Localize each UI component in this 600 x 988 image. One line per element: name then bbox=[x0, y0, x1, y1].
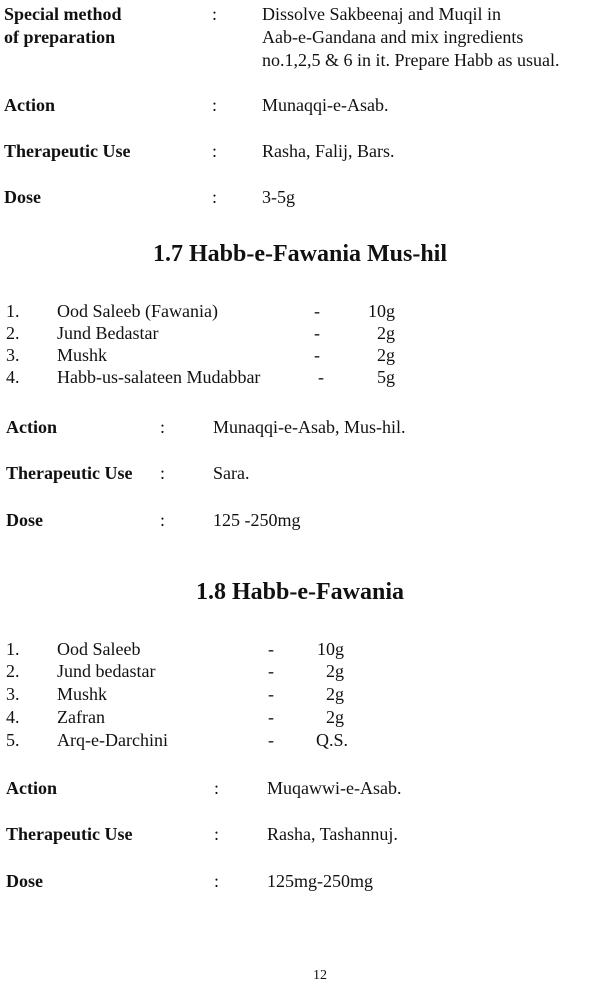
ingredient-dash: - bbox=[268, 684, 274, 704]
dose-colon: : bbox=[160, 510, 166, 530]
ingredient-quantity: 2g bbox=[377, 323, 395, 343]
ingredient-name: Mushk bbox=[57, 345, 108, 365]
therapeutic-use-label: Therapeutic Use bbox=[6, 463, 133, 483]
therapeutic-use-value: Rasha, Tashannuj. bbox=[267, 824, 398, 844]
ingredient-quantity: 2g bbox=[326, 707, 344, 727]
ingredient-dash: - bbox=[314, 323, 320, 343]
ingredient-dash: - bbox=[268, 661, 274, 681]
ingredient-name: Habb-us-salateen Mudabbar bbox=[57, 367, 261, 387]
special-method-label-line2: of preparation bbox=[4, 27, 116, 47]
action-value: Muqawwi-e-Asab. bbox=[267, 778, 402, 798]
section-heading: 1.7 Habb-e-Fawania Mus-hil bbox=[152, 241, 448, 267]
action-label: Action bbox=[6, 417, 57, 437]
ingredient-number: 1. bbox=[6, 639, 20, 659]
special-method-value-line3: no.1,2,5 & 6 in it. Prepare Habb as usual. bbox=[262, 50, 560, 70]
ingredient-number: 4. bbox=[6, 367, 20, 387]
ingredient-quantity: Q.S. bbox=[316, 730, 349, 750]
action-label: Action bbox=[6, 778, 57, 798]
ingredient-number: 4. bbox=[6, 707, 20, 727]
action-value: Munaqqi-e-Asab, Mus-hil. bbox=[213, 417, 406, 437]
ingredient-quantity: 10g bbox=[368, 301, 395, 321]
dose-colon: : bbox=[214, 871, 220, 891]
therapeutic-use-colon: : bbox=[160, 463, 166, 483]
ingredient-quantity: 2g bbox=[326, 684, 344, 704]
therapeutic-use-label: Therapeutic Use bbox=[6, 824, 133, 844]
ingredient-name: Zafran bbox=[57, 707, 105, 727]
section-heading: 1.8 Habb-e-Fawania bbox=[195, 579, 404, 605]
action-colon: : bbox=[160, 417, 166, 437]
special-method-colon: : bbox=[212, 4, 218, 24]
ingredient-quantity: 5g bbox=[377, 367, 395, 387]
ingredient-quantity: 2g bbox=[377, 345, 395, 365]
action-label: Action bbox=[4, 95, 55, 115]
ingredient-number: 3. bbox=[6, 684, 20, 704]
dose-label: Dose bbox=[6, 871, 43, 891]
ingredient-name: Ood Saleeb (Fawania) bbox=[57, 301, 218, 321]
ingredient-dash: - bbox=[314, 301, 320, 321]
dose-value: 3-5g bbox=[262, 187, 295, 207]
ingredient-name: Ood Saleeb bbox=[57, 639, 141, 659]
ingredient-dash: - bbox=[268, 730, 274, 750]
dose-value: 125 -250mg bbox=[213, 510, 301, 530]
dose-value: 125mg-250mg bbox=[267, 871, 373, 891]
therapeutic-use-colon: : bbox=[212, 141, 218, 161]
special-method-value-line1: Dissolve Sakbeenaj and Muqil in bbox=[262, 4, 501, 24]
ingredient-number: 1. bbox=[6, 301, 20, 321]
ingredient-name: Mushk bbox=[57, 684, 108, 704]
therapeutic-use-colon: : bbox=[214, 824, 220, 844]
ingredient-quantity: 10g bbox=[317, 639, 344, 659]
dose-label: Dose bbox=[4, 187, 41, 207]
dose-colon: : bbox=[212, 187, 218, 207]
ingredient-number: 3. bbox=[6, 345, 20, 365]
ingredient-dash: - bbox=[314, 345, 320, 365]
ingredient-quantity: 2g bbox=[326, 661, 344, 681]
ingredient-name: Jund bedastar bbox=[57, 661, 156, 681]
ingredient-name: Arq-e-Darchini bbox=[57, 730, 168, 750]
ingredient-name: Jund Bedastar bbox=[57, 323, 159, 343]
therapeutic-use-value: Rasha, Falij, Bars. bbox=[262, 141, 395, 161]
therapeutic-use-value: Sara. bbox=[213, 463, 250, 483]
ingredient-dash: - bbox=[268, 707, 274, 727]
special-method-label-line1: Special method bbox=[4, 4, 122, 24]
ingredient-number: 2. bbox=[6, 661, 20, 681]
action-value: Munaqqi-e-Asab. bbox=[262, 95, 389, 115]
action-colon: : bbox=[214, 778, 220, 798]
special-method-value-line2: Aab-e-Gandana and mix ingredients bbox=[262, 27, 524, 47]
therapeutic-use-label: Therapeutic Use bbox=[4, 141, 131, 161]
page-number: 12 bbox=[313, 968, 327, 983]
action-colon: : bbox=[212, 95, 218, 115]
ingredient-dash: - bbox=[268, 639, 274, 659]
ingredient-dash: - bbox=[318, 367, 324, 387]
ingredient-number: 5. bbox=[6, 730, 20, 750]
ingredient-number: 2. bbox=[6, 323, 20, 343]
dose-label: Dose bbox=[6, 510, 43, 530]
